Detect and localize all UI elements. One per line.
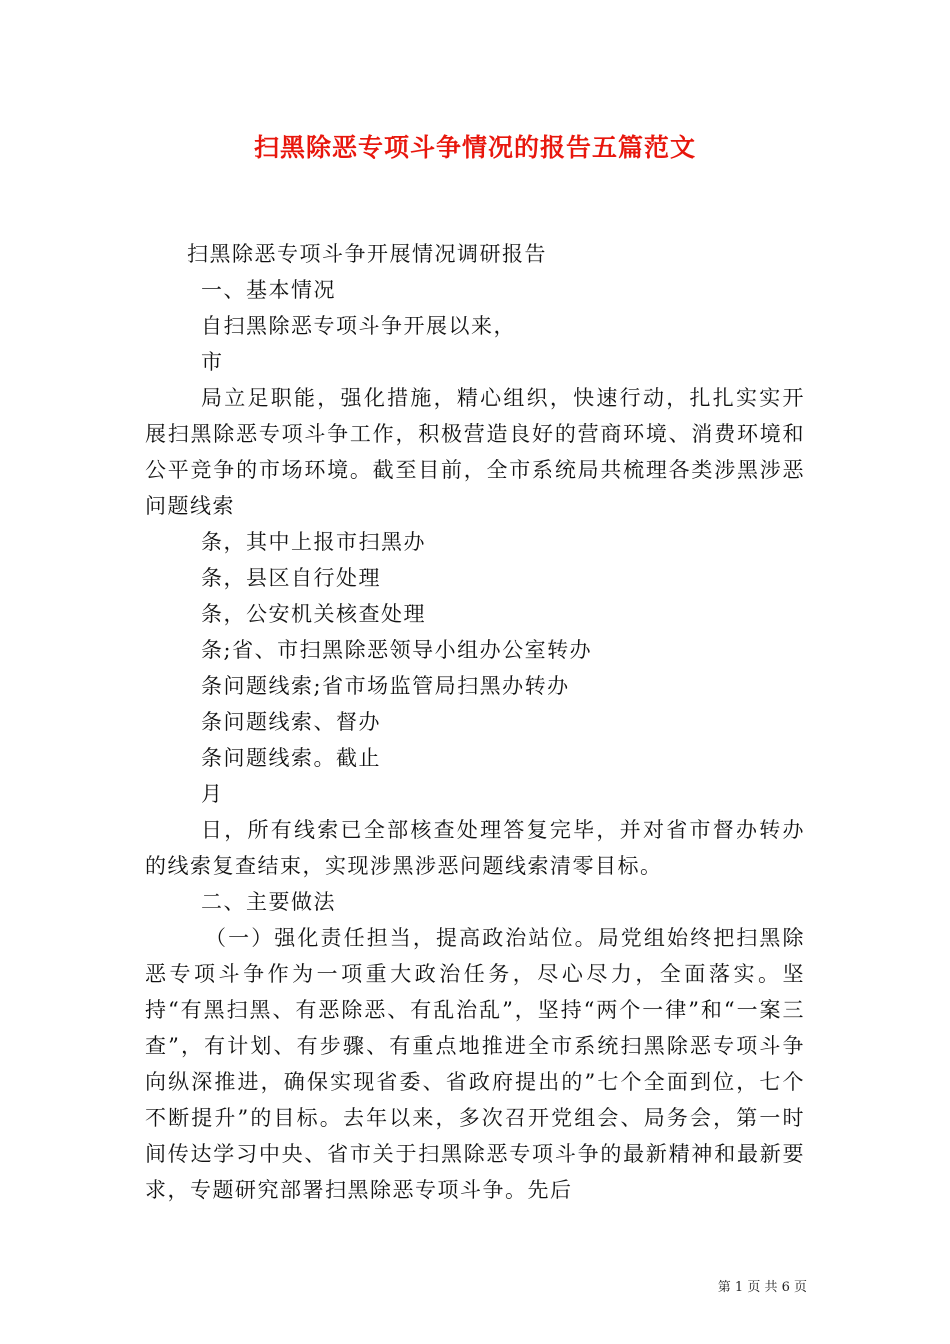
text-line: 条，公安机关核查处理 [201,602,426,626]
text-line: 条问题线索。截止 [201,746,381,770]
document-title: 扫黑除恶专项斗争情况的报告五篇范文 [253,133,696,162]
section-heading-practice: 二、主要做法 [201,890,336,914]
text-line: 月 [201,782,224,806]
text-line: 条，县区自行处理 [201,566,381,590]
text-line: 条问题线索;省市场监管局扫黑办转办 [201,674,570,698]
report-subtitle: 扫黑除恶专项斗争开展情况调研报告 [187,242,547,266]
paragraph-bureau: 局立足职能，强化措施，精心组织，快速行动，扎扎实实开展扫黑除恶专项斗争工作，积极营造良好的营商环境、消费环境和公平竞争的市场环境。截至目前，全市系统局共梳理各类涉黑涉恶问题线索 [145,386,805,518]
document-body [145,236,805,1208]
paragraph-responsibility: （一）强化责任担当，提高政治站位。局党组始终把扫黑除恶专项斗争作为一项重大政治任务，尽心尽力，全面落实。坚持“有黑扫黑、有恶除恶、有乱治乱”，坚持“两个一律”和“一案三查”，有计划、有步骤、有重点地推进全市系统扫黑除恶专项斗争向纵深推进，确保实现省委、省政府提出的”七个全面到位，七个不断提升”的目标。去年以来，多次召开党组会、局务会，第一时间传达学习中央、省市关于扫黑除恶专项斗争的最新精神和最新要求，专题研究部署扫黑除恶专项斗争。先后 [145,926,805,1202]
section-heading-basic: 一、基本情况 [201,278,336,302]
text-line: 条问题线索、督办 [201,710,381,734]
text-line: 条，其中上报市扫黑办 [201,530,426,554]
paragraph-clues-cleared: 日，所有线索已全部核查处理答复完毕，并对省市督办转办的线索复查结束，实现涉黑涉恶问题线索清零目标。 [145,818,805,878]
text-line: 市 [201,350,224,374]
page-number: 第 1 页 共 6 页 [717,1280,807,1295]
text-line: 自扫黑除恶专项斗争开展以来， [201,314,516,338]
text-line: 条;省、市扫黑除恶领导小组办公室转办 [201,638,593,662]
